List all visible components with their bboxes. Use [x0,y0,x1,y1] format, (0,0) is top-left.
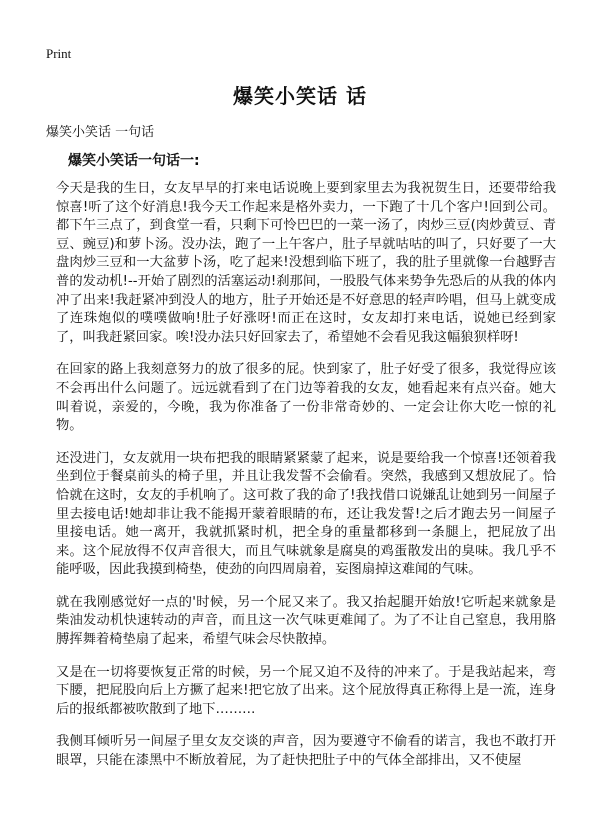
page-title: 爆笑小笑话 话 [233,84,367,108]
page-subtitle: 爆笑小笑话 一句话 [46,125,155,140]
paragraph-5: 又是在一切将要恢复正常的时候，另一个屁又迫不及待的冲来了。于是我站起来，弯下腰，把屁股向后上方撅了起来!把它放了出来。这个屁放得真正称得上是一流，连身后的报纸都被吹散到了地下……… [56,664,556,717]
paragraph-4: 就在我刚感觉好一点的'时候，另一个屁又来了。我又抬起腿开始放!它听起来就象是柴油发动机快速转动的声音，而且这一次气味更难闻了。为了不让自己窒息，我用胳膊挥舞着椅垫扇了起来，希望气味会尽快散掉。 [56,594,556,648]
paragraph-2: 在回家的路上我刻意努力的放了很多的屁。快到家了，肚子好受了很多，我觉得应该不会再出什么问题了。远远就看到了在门边等着我的女友，她看起来有点兴奋。她大叫着说，亲爱的，今晚，我为你准备了一份非常奇妙的、一定会让你大吃一惊的礼物。 [56,362,556,434]
print-link[interactable]: Print [46,46,72,61]
paragraph-3: 还没进门，女友就用一块布把我的眼睛紧紧蒙了起来，说是要给我一个惊喜!还领着我坐到位于餐桌前头的椅子里，并且让我发誓不会偷看。突然，我感到又想放屁了。恰恰就在这时，女友的手机响了。这可救了我的命了!我找借口说嫌乱让她到另一间屋子里去接电话!她却非让我不能揭开蒙着眼睛的布，还让我发誓!之后才跑去另一间屋子里接电话。她一离开，我就抓紧时机，把全身的重量都移到一条腿上，把屁放了出来。这个屁放得不仅声音很大，而且气味就象是腐臭的鸡蛋散发出的臭味。我几乎不能呼吸，因此我摸到椅垫，使劲的向四周扇着，妄图扇掉这难闻的气味。 [56,450,556,578]
section-heading: 爆笑小笑话一句话一: [68,153,200,169]
paragraph-1: 今天是我的生日，女友早早的打来电话说晚上要到家里去为我祝贺生日，还要带给我惊喜!听了这个好消息!我今天工作起来是格外卖力，一下跑了十几个客户!回到公司。都下午三点了，到食堂一看，只剩下可怜巴巴的一菜一汤了，肉炒三豆(肉炒黄豆、青豆、豌豆)和萝卜汤。没办法，跑了一上午客户，肚子早就咕咕的叫了，只好要了一大盘肉炒三豆和一大盆萝卜汤，吃了起来!没想到临下班了，我的肚子里就像一台越野吉普的发动机!--开始了剧烈的活塞运动!刹那间，一股股气体来势争先恐后的从我的体内冲了出来!我赶紧冲到没人的地方，肚子开始还是不好意思的轻声吟唱，但马上就变成了连珠炮似的噗噗做响!肚子好涨呀!而正在这时，女友却打来电话，说她已经到家了，叫我赶紧回家。唉!没办法只好回家去了，希望她不会看见我这幅狼狈样呀! [56,181,556,345]
paragraph-6: 我侧耳倾听另一间屋子里女友交谈的声音，因为要遵守不偷看的诺言，我也不敢打开眼罩，只能在漆黑中不断放着屁，为了赶快把肚子中的气体全部排出，又不使屋 [56,734,556,769]
article-body [56,180,556,785]
